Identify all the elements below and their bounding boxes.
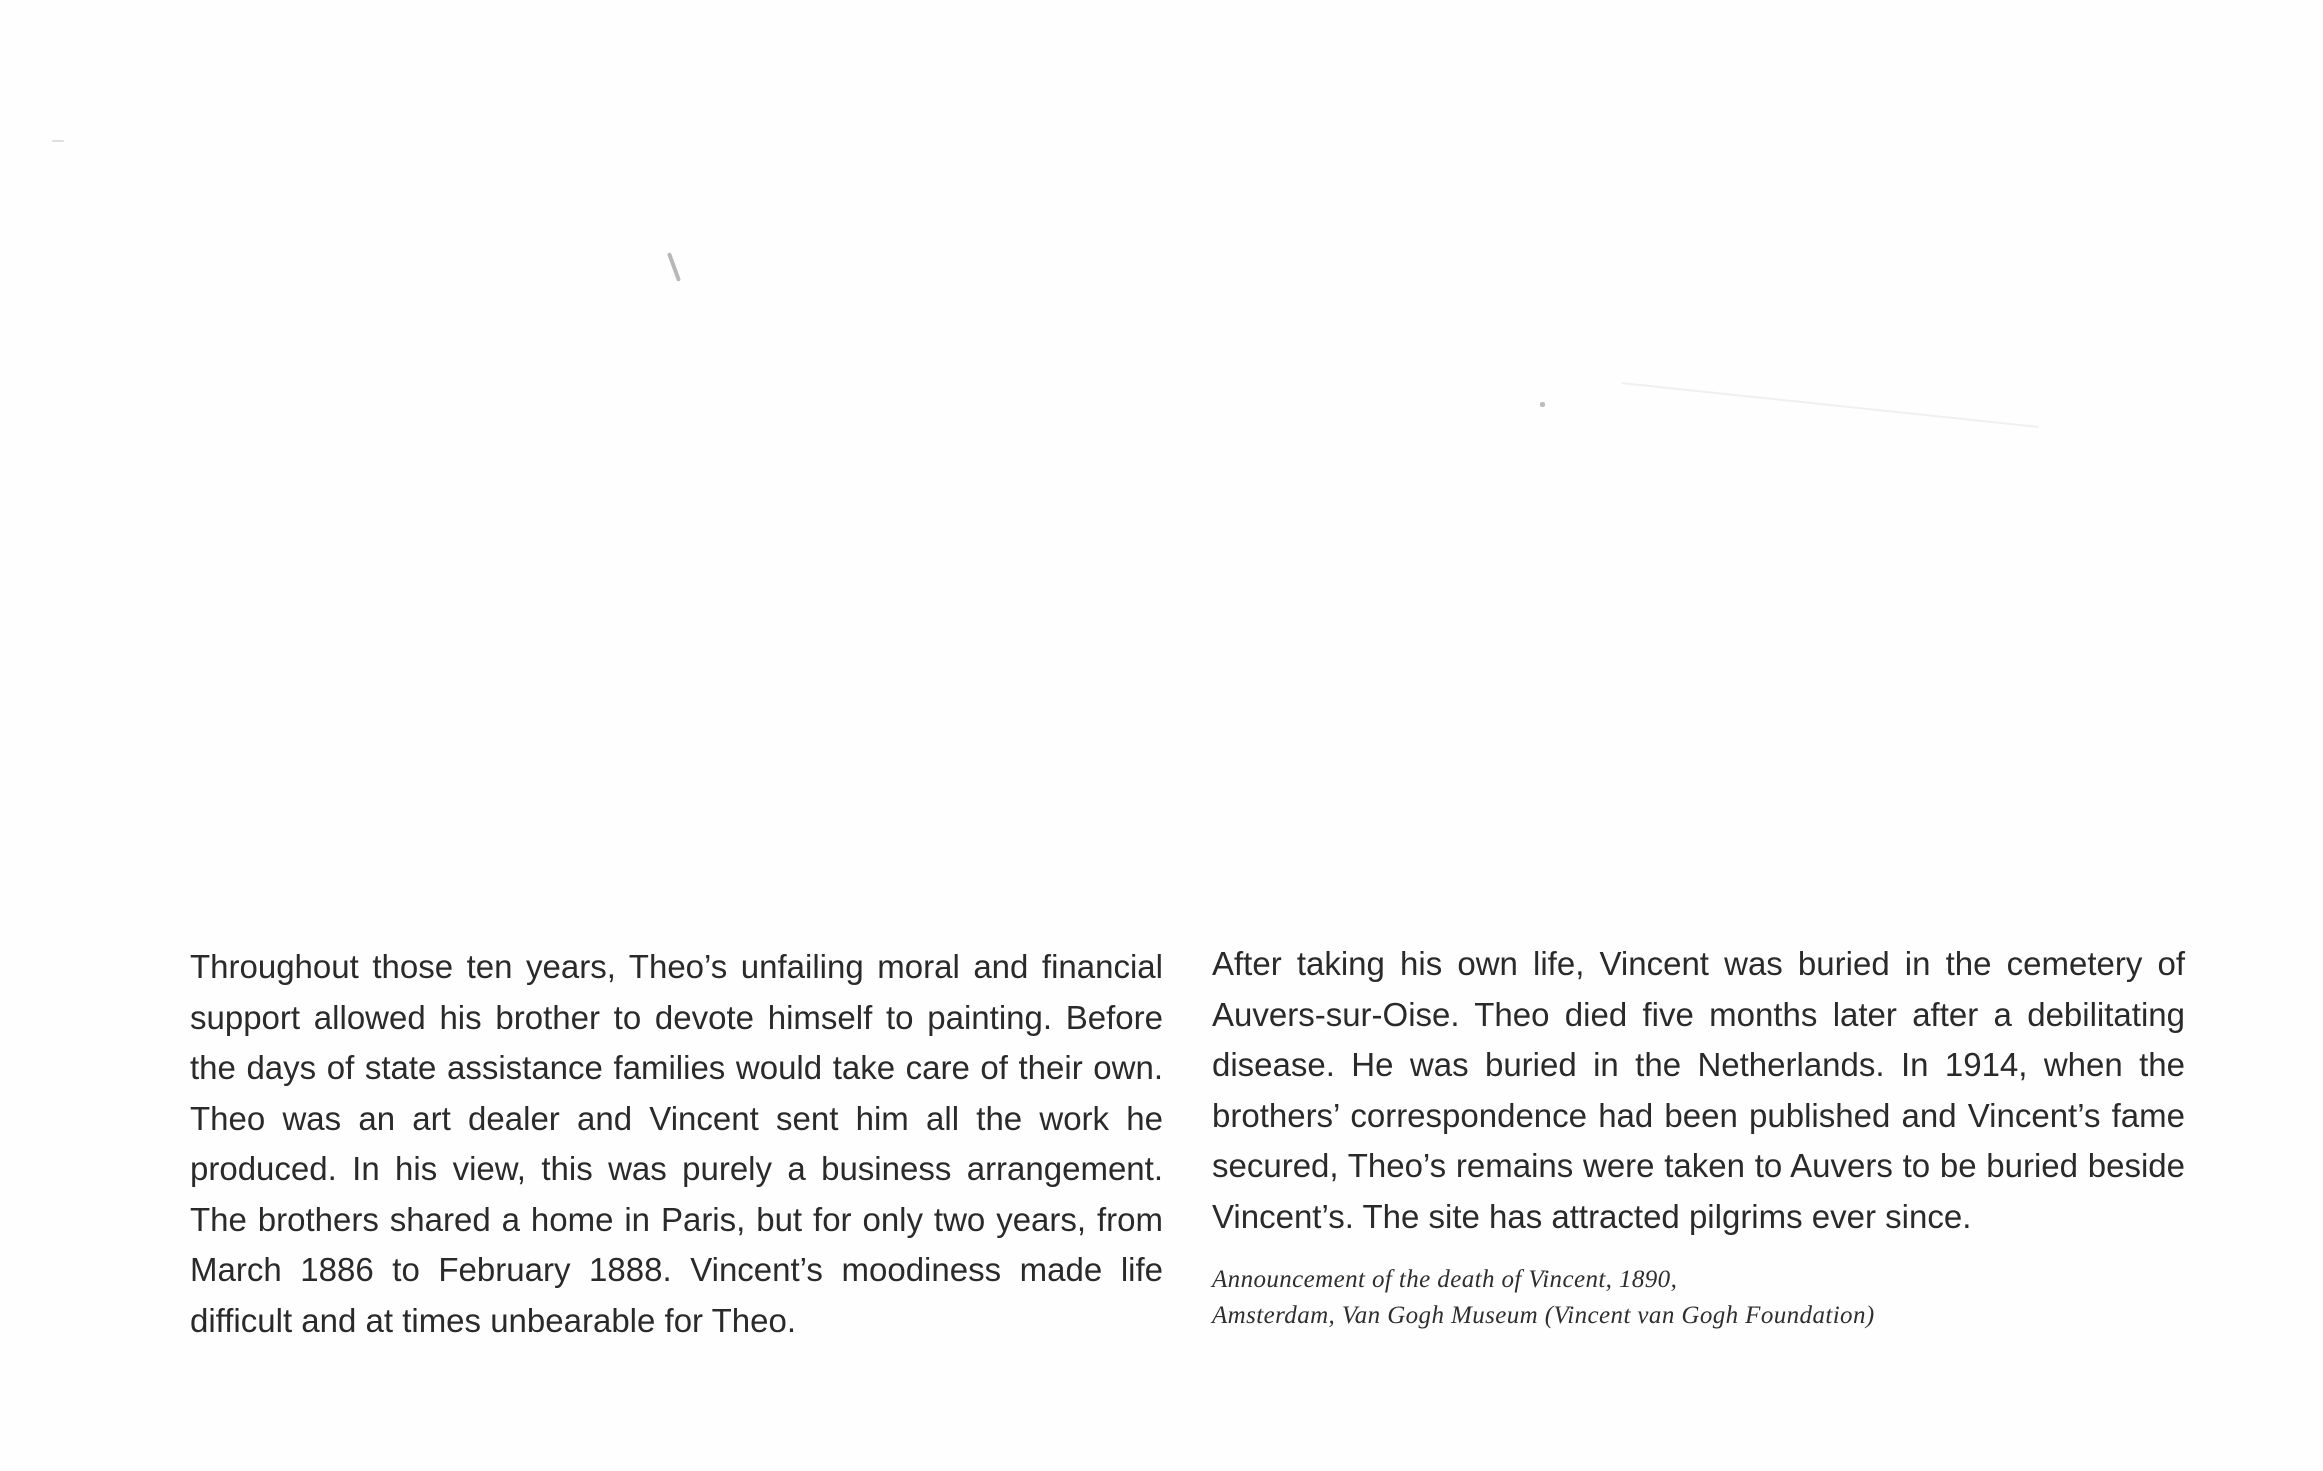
image-caption (1212, 1262, 2185, 1334)
scan-speck (52, 140, 64, 142)
body-paragraph-left: Throughout those ten years, Theo’s unfailing moral and financial support allowed his brother to devote himself to painting. Before the days of state assistance families would take care of their own. Theo was an art dealer and Vincent sent him all the work he produced. In his view, this was purely a business arrangement. The brothers shared a home in Paris, but for only two years, from March 1886 to February 1888. Vincent’s moodiness made life difficult and at times unbearable for Theo. (190, 948, 1163, 1339)
scan-speck (1540, 402, 1545, 407)
right-column (1212, 939, 2185, 1334)
caption-line-2: Amsterdam, Van Gogh Museum (Vincent van Gogh Foundation) (1212, 1302, 1875, 1329)
left-column (190, 942, 1163, 1346)
scan-speck (1621, 382, 2039, 428)
body-paragraph-right: After taking his own life, Vincent was buried in the cemetery of Auvers-sur-Oise. Theo died five months later after a debilitating disease. He was buried in the Netherlands. In 1914, when the brothers’ correspondence had been published and Vincent’s fame secured, Theo’s remains were taken to Auvers to be buried beside Vincent’s. The site has attracted pilgrims ever since. (1212, 945, 2185, 1235)
scan-speck (667, 252, 681, 282)
caption-line-1: Announcement of the death of Vincent, 1890, (1212, 1266, 1678, 1293)
